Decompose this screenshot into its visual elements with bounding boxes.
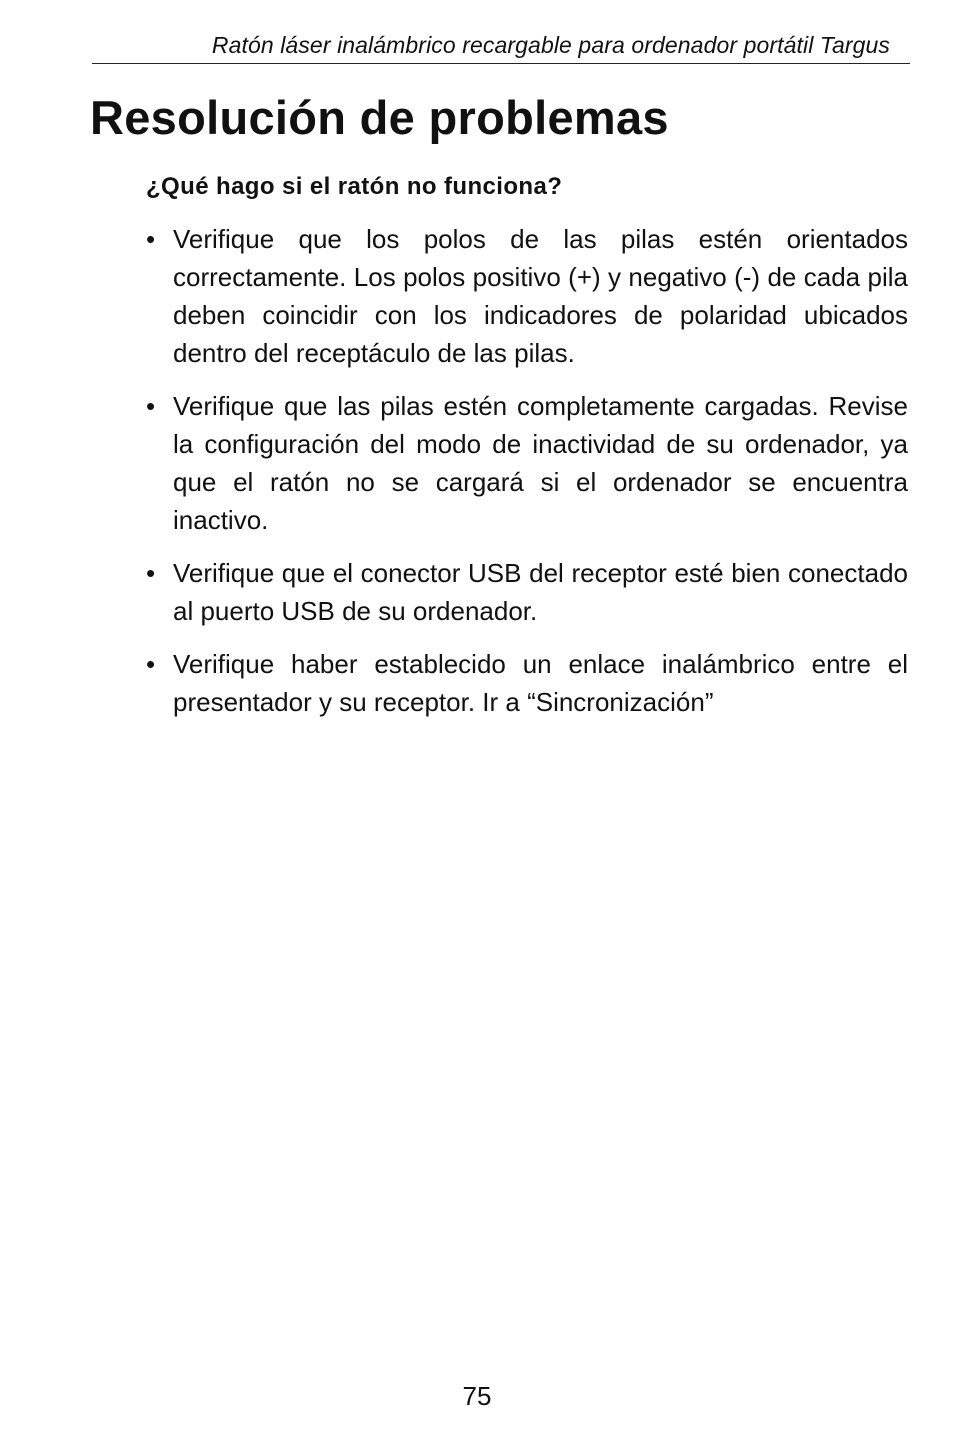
troubleshooting-list	[146, 220, 908, 736]
list-item-text: Verifique que el conector USB del receptor esté bien conectado al puerto USB de su ordenador.	[173, 558, 908, 626]
section-question: ¿Qué hago si el ratón no funciona?	[146, 173, 563, 200]
bullet-icon: •	[146, 558, 156, 588]
bullet-icon: •	[146, 649, 156, 679]
list-item	[146, 554, 908, 630]
list-item-text: Verifique que las pilas estén completamente cargadas. Revise la configuración del modo de inactividad de su ordenador, ya que el ratón no se cargará si el ordenador se encuentra inactivo.	[173, 391, 908, 535]
list-item	[146, 220, 908, 372]
list-item	[146, 387, 908, 539]
bullet-icon: •	[146, 224, 156, 254]
list-item-text: Verifique que los polos de las pilas estén orientados correctamente. Los polos positivo (+) y negativo (-) de cada pila deben coincidir con los indicadores de polaridad ubicados dentro del receptáculo de las pilas.	[173, 224, 908, 368]
page-title: Resolución de problemas	[90, 91, 669, 144]
list-item-text: Verifique haber establecido un enlace inalámbrico entre el presentador y su receptor. Ir a “Sincronización”	[173, 649, 908, 717]
bullet-icon: •	[146, 391, 156, 421]
page-number: 75	[462, 1381, 492, 1411]
header-divider	[92, 63, 910, 64]
running-header: Ratón láser inalámbrico recargable para ordenador portátil Targus	[211, 32, 890, 58]
list-item	[146, 645, 908, 721]
